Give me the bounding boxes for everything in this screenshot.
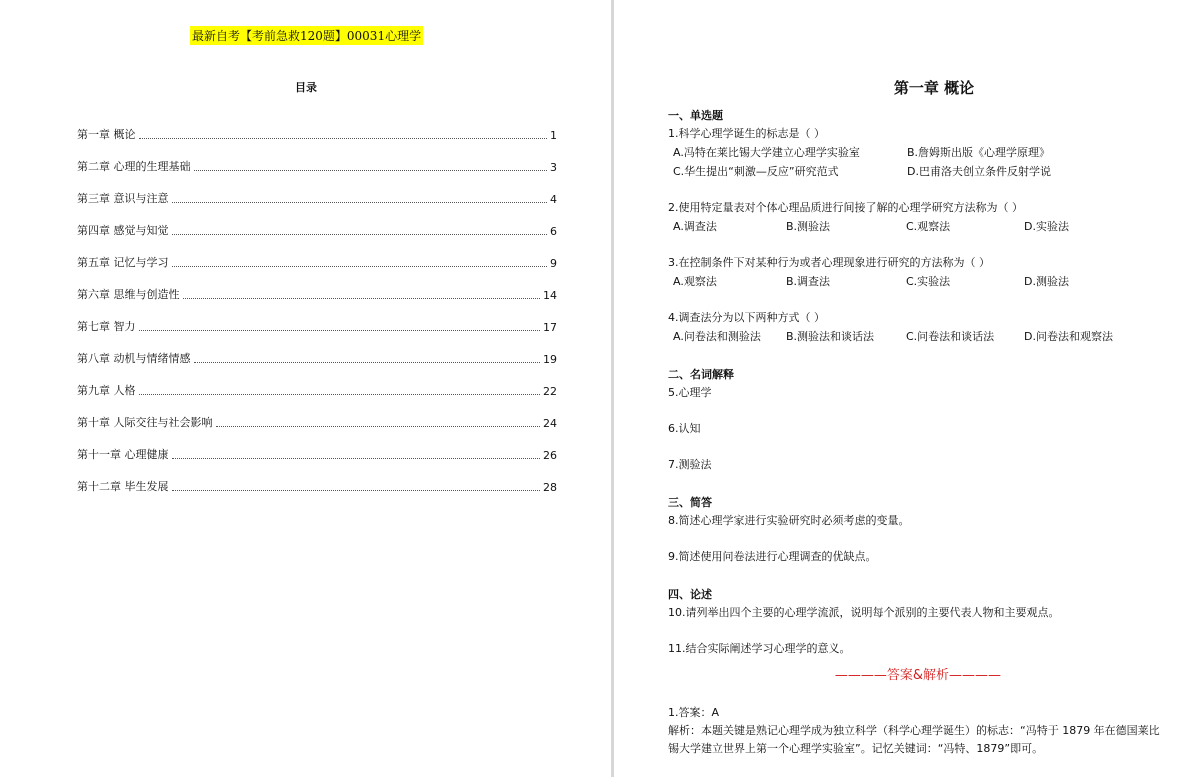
toc-leader-dots xyxy=(216,426,541,427)
spacer xyxy=(668,438,1168,456)
right-page xyxy=(614,0,1199,777)
question-text: 6.认知 xyxy=(668,422,701,435)
question-options xyxy=(668,143,1168,162)
question-text: 1.科学心理学诞生的标志是（ ） xyxy=(668,127,825,140)
spacer xyxy=(668,622,1168,640)
toc-leader-dots xyxy=(194,170,548,171)
question-text: 7.测验法 xyxy=(668,458,712,471)
spacer xyxy=(668,530,1168,548)
option-c: C.实验法 xyxy=(906,275,951,288)
question-text: 9.简述使用问卷法进行心理调查的优缺点。 xyxy=(668,550,877,563)
toc-item-page: 24 xyxy=(543,417,557,430)
toc-leader-dots xyxy=(172,458,541,459)
toc-leader-dots xyxy=(139,138,548,139)
question-text: 10.请列举出四个主要的心理学流派，说明每个派别的主要代表人物和主要观点。 xyxy=(668,606,1060,619)
toc-heading: 目录 xyxy=(295,81,317,94)
option-a: A.问卷法和测验法 xyxy=(673,330,761,343)
toc-item-label: 第十章 人际交往与社会影响 xyxy=(77,416,213,429)
toc-item-page: 1 xyxy=(550,129,557,142)
option-b: B.詹姆斯出版《心理学原理》 xyxy=(907,146,1051,159)
toc-leader-dots xyxy=(172,234,548,235)
question-options xyxy=(668,327,1168,346)
toc-item-label: 第九章 人格 xyxy=(77,384,136,397)
question-text: 8.简述心理学家进行实验研究时必须考虑的变量。 xyxy=(668,514,910,527)
toc-item[interactable] xyxy=(77,238,557,270)
toc-item-page: 28 xyxy=(543,481,557,494)
section-heading: 二、名词解释 xyxy=(668,368,734,381)
toc-item[interactable] xyxy=(77,462,557,494)
answer-explanation: 解析：本题关键是熟记心理学成为独立科学（科学心理学诞生）的标志：“冯特于 1879 年在德国莱比锡大学建立世界上第一个心理学实验室”。记忆关键词：“冯特、1879”即可。 xyxy=(668,724,1160,755)
option-a: A.观察法 xyxy=(673,275,717,288)
question-options xyxy=(668,217,1168,236)
toc-leader-dots xyxy=(139,394,541,395)
question-text: 4.调查法分为以下两种方式（ ） xyxy=(668,311,825,324)
chapter-title: 第一章 概论 xyxy=(893,79,975,97)
toc-item[interactable] xyxy=(77,206,557,238)
spacer xyxy=(668,402,1168,420)
toc-leader-dots xyxy=(139,330,541,331)
option-d: D.测验法 xyxy=(1024,275,1069,288)
toc-item[interactable] xyxy=(77,142,557,174)
spacer xyxy=(668,181,1168,199)
chapter-content xyxy=(668,105,1168,758)
question-text: 5.心理学 xyxy=(668,386,712,399)
document-title: 最新自考【考前急救120题】00031心理学 xyxy=(190,26,423,45)
option-a: A.调查法 xyxy=(673,220,717,233)
option-d: D.实验法 xyxy=(1024,220,1069,233)
toc-item[interactable] xyxy=(77,174,557,206)
toc-leader-dots xyxy=(172,266,548,267)
section-heading: 一、单选题 xyxy=(668,109,723,122)
spacer xyxy=(668,291,1168,309)
option-d: D.问卷法和观察法 xyxy=(1024,330,1113,343)
question-text: 3.在控制条件下对某种行为或者心理现象进行研究的方法称为（ ） xyxy=(668,256,990,269)
option-b: B.测验法 xyxy=(786,220,831,233)
spacer xyxy=(668,566,1168,584)
spacer xyxy=(668,686,1168,704)
question-options xyxy=(668,272,1168,291)
spacer xyxy=(668,346,1168,364)
toc-leader-dots xyxy=(172,490,541,491)
toc-item-page: 22 xyxy=(543,385,557,398)
toc-item-label: 第四章 感觉与知觉 xyxy=(77,224,169,237)
toc-item-label: 第一章 概论 xyxy=(77,128,136,141)
toc-item-label: 第八章 动机与情绪情感 xyxy=(77,352,191,365)
section-heading: 三、简答 xyxy=(668,496,712,509)
toc-item-page: 14 xyxy=(543,289,557,302)
toc-item[interactable] xyxy=(77,110,557,142)
toc-item-label: 第二章 心理的生理基础 xyxy=(77,160,191,173)
toc-item[interactable] xyxy=(77,270,557,302)
toc-item-label: 第三章 意识与注意 xyxy=(77,192,169,205)
question-text: 2.使用特定量表对个体心理品质进行间接了解的心理学研究方法称为（ ） xyxy=(668,201,1023,214)
answer-text: 1.答案：A xyxy=(668,706,720,719)
toc-item-page: 17 xyxy=(543,321,557,334)
toc-item[interactable] xyxy=(77,334,557,366)
toc-item[interactable] xyxy=(77,398,557,430)
option-c: C.问卷法和谈话法 xyxy=(906,330,995,343)
toc-item-label: 第十一章 心理健康 xyxy=(77,448,169,461)
option-b: B.测验法和谈话法 xyxy=(786,330,875,343)
toc-item-label: 第十二章 毕生发展 xyxy=(77,480,169,493)
option-c: C.华生提出“刺激—反应”研究范式 xyxy=(673,165,839,178)
section-heading: 四、论述 xyxy=(668,588,712,601)
question-text: 11.结合实际阐述学习心理学的意义。 xyxy=(668,642,851,655)
toc-leader-dots xyxy=(172,202,548,203)
toc-item-page: 19 xyxy=(543,353,557,366)
toc-leader-dots xyxy=(183,298,541,299)
toc-item-page: 26 xyxy=(543,449,557,462)
option-b: B.调查法 xyxy=(786,275,831,288)
toc-item-page: 3 xyxy=(550,161,557,174)
toc-item-label: 第五章 记忆与学习 xyxy=(77,256,169,269)
toc-leader-dots xyxy=(194,362,541,363)
toc-item-page: 9 xyxy=(550,257,557,270)
answer-divider: ————答案&解析———— xyxy=(834,668,1002,683)
table-of-contents xyxy=(77,110,557,494)
toc-item[interactable] xyxy=(77,302,557,334)
option-c: C.观察法 xyxy=(906,220,951,233)
toc-item-label: 第七章 智力 xyxy=(77,320,136,333)
option-d: D.巴甫洛夫创立条件反射学说 xyxy=(907,165,1051,178)
option-a: A.冯特在莱比锡大学建立心理学实验室 xyxy=(673,146,860,159)
toc-item-page: 4 xyxy=(550,193,557,206)
spacer xyxy=(668,474,1168,492)
toc-item-page: 6 xyxy=(550,225,557,238)
toc-item-label: 第六章 思维与创造性 xyxy=(77,288,180,301)
question-options xyxy=(668,162,1168,181)
toc-item[interactable] xyxy=(77,430,557,462)
toc-item[interactable] xyxy=(77,366,557,398)
spacer xyxy=(668,236,1168,254)
